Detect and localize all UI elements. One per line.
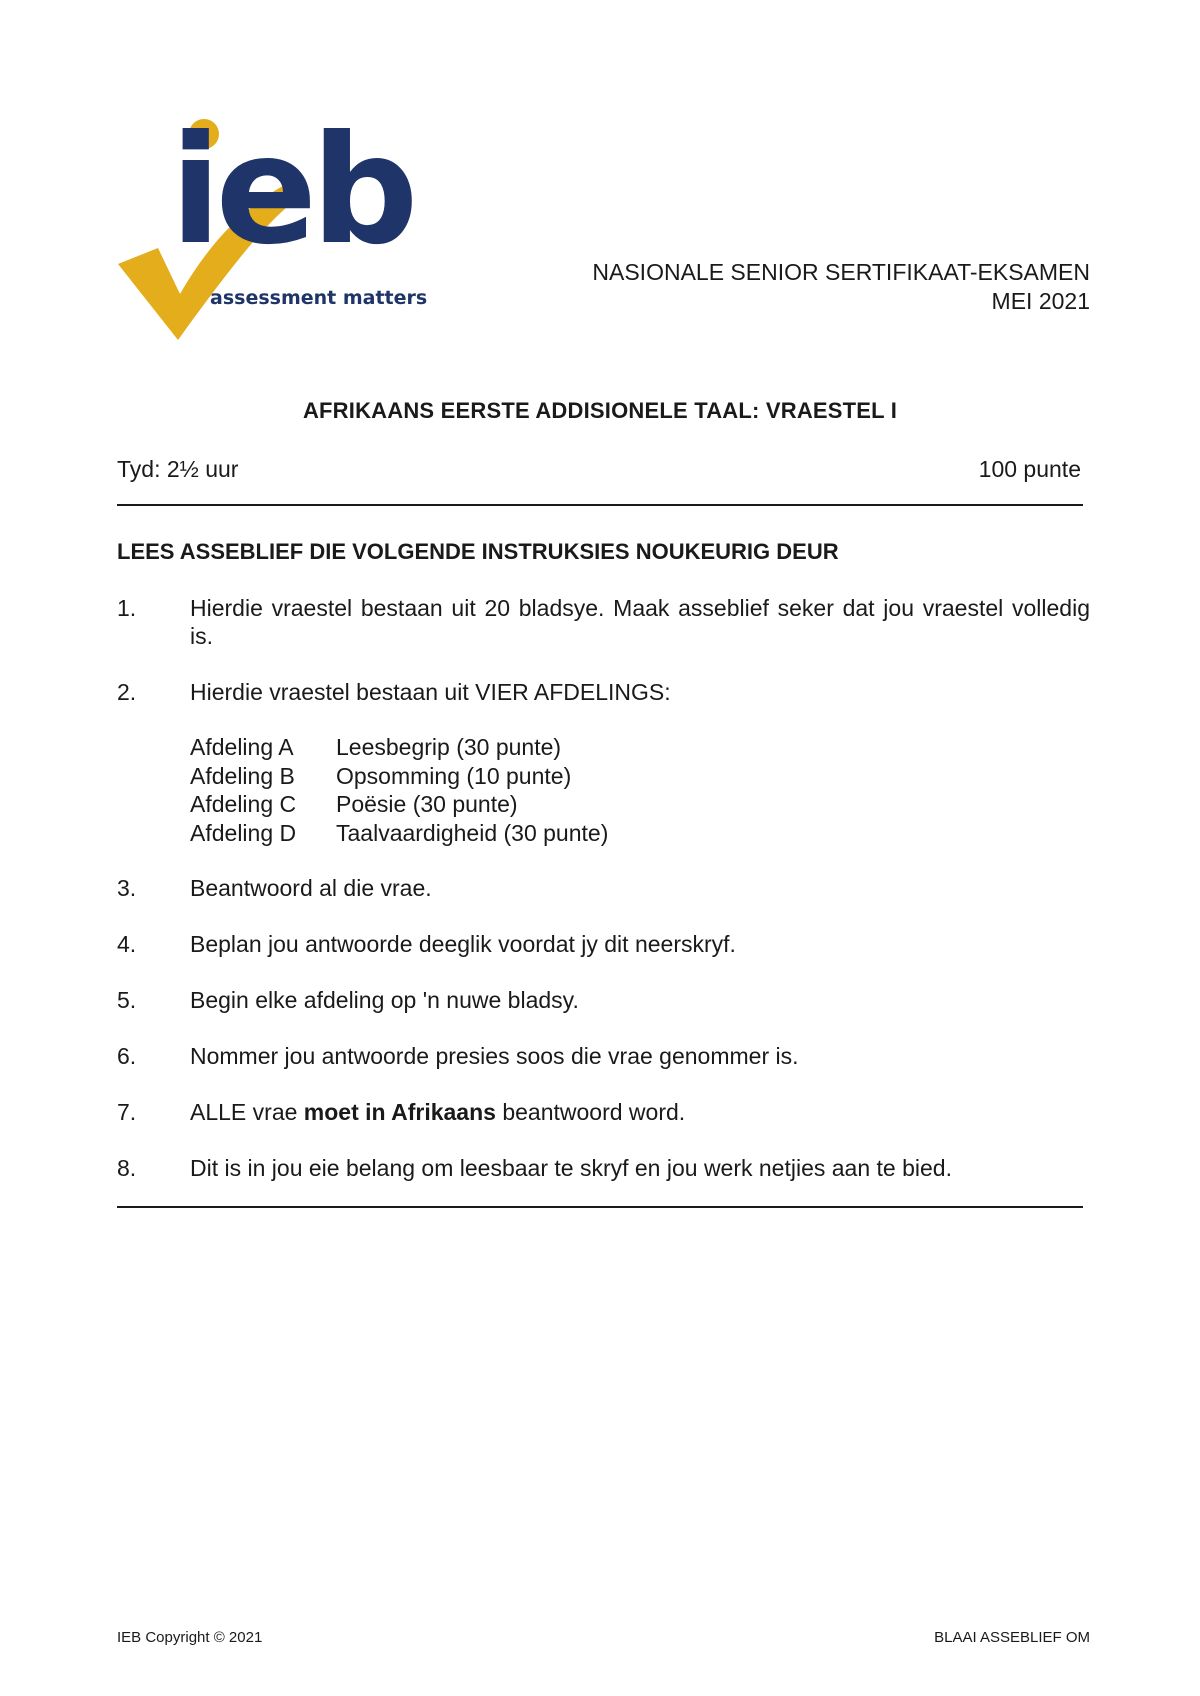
- section-description: Poësie (30 punte): [336, 791, 518, 817]
- item-number: 3.: [117, 875, 137, 901]
- section-description: Taalvaardigheid (30 punte): [336, 819, 609, 846]
- item-number: 7.: [117, 1099, 137, 1125]
- exam-name: NASIONALE SENIOR SERTIFIKAAT-EKSAMEN: [592, 259, 1090, 285]
- item-text: Begin elke afdeling op 'n nuwe bladsy.: [190, 987, 579, 1013]
- instruction-item: [117, 594, 1090, 650]
- item-text: Dit is in jou eie belang om leesbaar te skryf en jou werk netjies aan te bied.: [190, 1155, 952, 1181]
- item-text: Hierdie vraestel bestaan uit VIER AFDELINGS:: [190, 679, 671, 705]
- instruction-item: [117, 986, 1090, 1014]
- instruction-item: [117, 1154, 1090, 1182]
- logo-brand: ieb: [170, 118, 413, 278]
- item-number: 4.: [117, 931, 137, 957]
- item-number: 8.: [117, 1155, 137, 1181]
- logo-tagline: assessment matters: [210, 287, 428, 309]
- item-number: 1.: [117, 595, 137, 621]
- section-description: Opsomming (10 punte): [336, 762, 572, 789]
- item-text-pre: ALLE vrae: [190, 1099, 304, 1125]
- paper-title: AFRIKAANS EERSTE ADDISIONELE TAAL: VRAESTEL I: [302, 398, 898, 423]
- instruction-item: [117, 678, 1090, 706]
- instruction-item: [117, 1098, 1090, 1126]
- item-text: Hierdie vraestel bestaan uit 20 bladsye. Maak asseblief seker dat jou vraestel volledig is.: [190, 595, 1090, 649]
- item-text: [190, 1098, 1090, 1126]
- item-number: 2.: [117, 679, 137, 705]
- section-name: Afdeling D: [190, 819, 297, 846]
- section-name: Afdeling A: [190, 734, 294, 760]
- total-marks: 100 punte: [978, 456, 1081, 482]
- instruction-item: [117, 930, 1090, 958]
- section-name: Afdeling B: [190, 762, 295, 789]
- exam-header: [592, 258, 1090, 316]
- item-text: Beantwoord al die vrae.: [190, 875, 432, 901]
- ieb-logo: [118, 118, 458, 348]
- item-text-post: beantwoord word.: [495, 1099, 686, 1125]
- section-row: [190, 733, 608, 762]
- item-number: 5.: [117, 987, 137, 1013]
- item-text-bold: moet in Afrikaans: [303, 1099, 496, 1125]
- instruction-item: [117, 1042, 1090, 1070]
- footer-turn-over: BLAAI ASSEBLIEF OM: [934, 1629, 1090, 1646]
- section-row: [190, 790, 608, 819]
- ieb-logo-graphic: [118, 118, 458, 348]
- top-divider: [117, 504, 1083, 506]
- section-description: Leesbegrip (30 punte): [336, 734, 562, 760]
- instructions-heading: LEES ASSEBLIEF DIE VOLGENDE INSTRUKSIES NOUKEURIG DEUR: [117, 539, 839, 564]
- section-row: [190, 762, 608, 791]
- footer-copyright: IEB Copyright © 2021: [117, 1629, 263, 1646]
- sections-list: [190, 733, 608, 847]
- item-text: Nommer jou antwoorde presies soos die vrae genommer is.: [190, 1043, 799, 1069]
- item-number: 6.: [117, 1043, 137, 1069]
- time-allowed: Tyd: 2½ uur: [117, 456, 239, 482]
- bottom-divider: [117, 1206, 1083, 1208]
- section-row: [190, 819, 608, 848]
- item-text: Beplan jou antwoorde deeglik voordat jy dit neerskryf.: [190, 931, 736, 957]
- section-name: Afdeling C: [190, 791, 297, 817]
- instruction-item: [117, 874, 1090, 902]
- exam-date: MEI 2021: [991, 288, 1090, 314]
